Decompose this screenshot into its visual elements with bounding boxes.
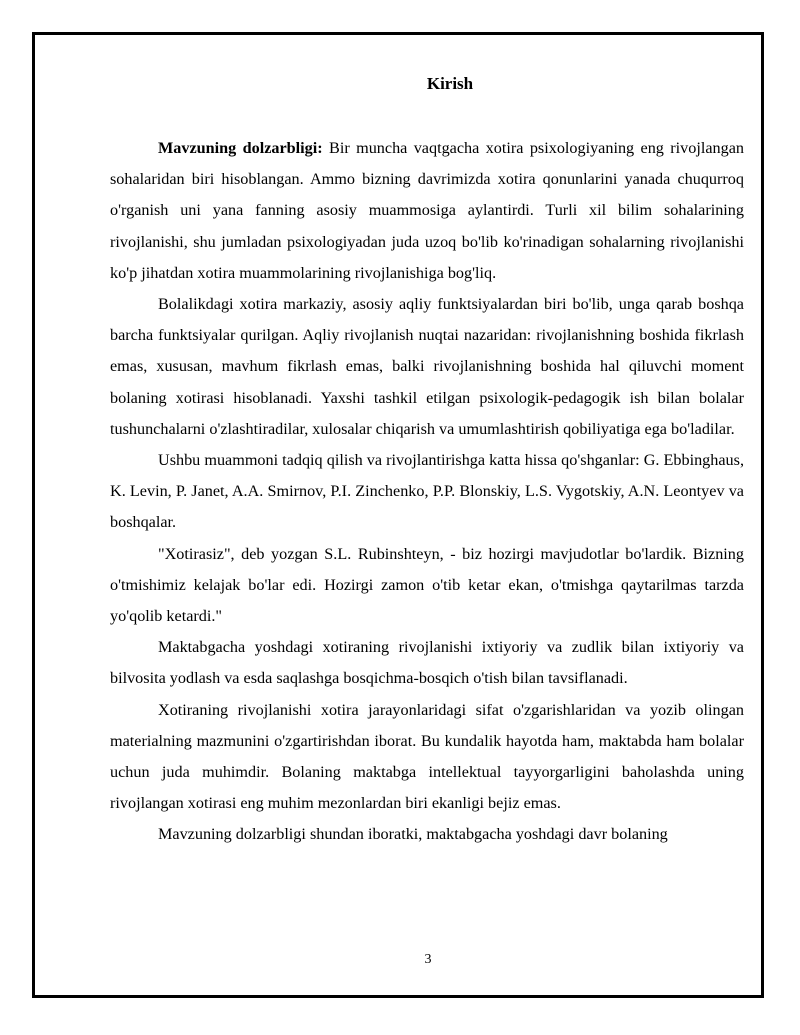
paragraph: Mavzuning dolzarbligi shundan iboratki, maktabgacha yoshdagi davr bolaning — [158, 825, 668, 844]
paragraph: "Xotirasiz", deb yozgan S.L. Rubinshteyn, - biz hozirgi mavjudotlar bo'lardik. Bizning o'tmishimiz kelajak bo'lar edi. Hozirgi zamon o'tib ketar ekan, o'tmishga qaytarilmas tarzda yo'qolib ketardi." — [110, 544, 744, 626]
paragraph-relevance — [110, 133, 744, 289]
page-title: Kirish — [426, 74, 474, 93]
paragraph: Xotiraning rivojlanishi xotira jarayonlaridagi sifat o'zgarishlaridan va yozib olingan materialning mazmunini o'zgartirishdan iborat. Bu kundalik hayotda ham, maktabda ham bolalar uchun juda muhimdir. Bolaning maktabga intellektual tayyorgarligini baholashda uning rivojlangan xotirasi eng muhim mezonlardan biri ekanligi bejiz emas. — [110, 700, 744, 813]
paragraph: Bolalikdagi xotira markaziy, asosiy aqliy funktsiyalardan biri bo'lib, unga qarab boshqa barcha funktsiyalar qurilgan. Aqliy rivojlanish nuqtai nazaridan: rivojlanishning boshida fikrlash emas, xususan, mavhum fikrlash emas, balki rivojlanishning boshida hal qiluvchi moment bolaning xotirasi hisoblanadi. Yaxshi tashkil etilgan psixologik-pedagogik ish bilan bolalar tushunchalarni o'zlashtiradilar, xulosalar chiqarish va umumlashtirish qobiliyatiga ega bo'ladilar. — [110, 295, 744, 438]
relevance-text: Bir muncha vaqtgacha xotira psixologiyaning eng rivojlangan sohalaridan biri hisoblangan. Ammo bizning davrimizda xotira qonunlarini yanada chuqurroq o'rganish uni yana fanning asosiy muammosiga aylantirdi. Turli xil bilim sohalarining rivojlanishi, shu jumladan psixologiyadan juda uzoq bo'lib ko'rinadigan sohalarning rivojlanishi ko'p jihatdan xotira muammolarining rivojlanishiga bog'liq. — [110, 139, 744, 282]
page-number: 3 — [424, 952, 432, 967]
paragraph: Ushbu muammoni tadqiq qilish va rivojlantirishga katta hissa qo'shganlar: G. Ebbinghaus, K. Levin, P. Janet, A.A. Smirnov, P.I. Zinchenko, P.P. Blonskiy, L.S. Vygotskiy, A.N. Leontyev va boshqalar. — [110, 451, 744, 532]
document-body — [110, 133, 744, 851]
paragraph: Maktabgacha yoshdagi xotiraning rivojlanishi ixtiyoriy va zudlik bilan ixtiyoriy va bilvosita yodlash va esda saqlashga bosqichma-bosqich o'tish bilan tavsiflanadi. — [110, 638, 744, 688]
relevance-heading: Mavzuning dolzarbligi: — [158, 139, 323, 157]
